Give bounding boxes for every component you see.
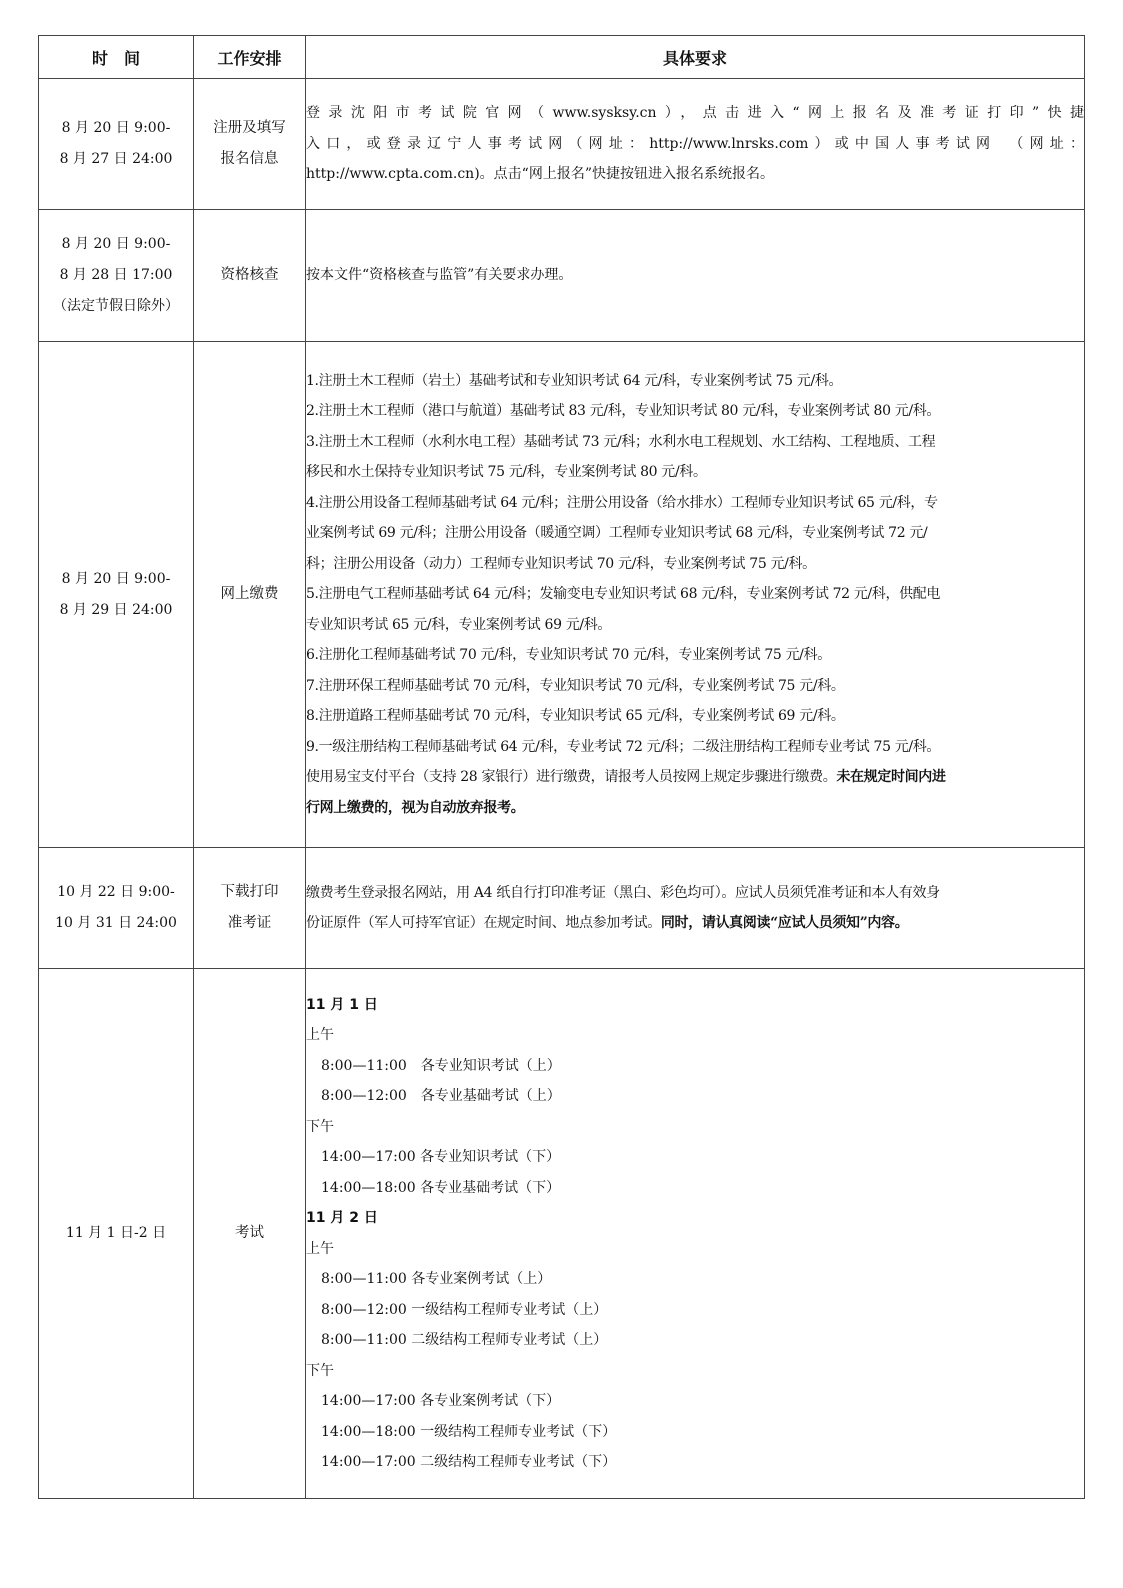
table-row-qualification [39, 210, 1085, 342]
payment-note: 使用易宝支付平台（支持 28 家银行）进行缴费，请报考人员按网上规定步骤进行缴费。 [306, 769, 837, 786]
fee-line: 专业知识考试 65 元/科，专业案例考试 69 元/科。 [306, 616, 612, 633]
exam-slot: 14:00—17:00 各专业知识考试（下） [321, 1149, 561, 1165]
header-row [39, 36, 1085, 79]
table-row-registration [39, 79, 1085, 210]
exam-slot: 14:00—18:00 各专业基础考试（下） [321, 1179, 561, 1196]
time-line: 8 月 29 日 24:00 [59, 601, 173, 618]
task-cell [194, 969, 306, 1499]
time-line: 8 月 20 日 9:00- [61, 120, 171, 136]
fee-line: 科；注册公用设备（动力）工程师专业知识考试 70 元/科，专业案例考试 75 元/科。 [306, 555, 816, 572]
task-cell [194, 79, 306, 210]
fee-line: 1.注册土木工程师（岩土）基础考试和专业知识考试 64 元/科，专业案例考试 75 元/科。 [306, 372, 843, 389]
session-label: 下午 [306, 1118, 334, 1135]
requirement-line [306, 908, 1084, 939]
time-line: 11 月 1 日-2 日 [65, 1225, 167, 1241]
session-label: 上午 [306, 1027, 334, 1043]
task-cell [194, 210, 306, 342]
time-cell [39, 848, 194, 969]
task-line: 注册及填写 [213, 120, 286, 136]
requirements-cell [306, 342, 1085, 848]
task-line: 准考证 [227, 915, 272, 931]
day-title: 11 月 2 日 [306, 1210, 378, 1226]
fee-line: 7.注册环保工程师基础考试 70 元/科，专业知识考试 70 元/科，专业案例考试 75 元/科。 [306, 677, 845, 694]
time-line: 10 月 31 日 24:00 [55, 915, 177, 931]
task-cell [194, 342, 306, 848]
requirement-line: 缴费考生登录报名网站，用 A4 纸自行打印准考证（黑白、彩色均可）。应试人员须凭准考证和本人有效身 [306, 884, 940, 901]
requirement-line: http://www.cpta.com.cn)。点击“网上报名”快捷按钮进入报名系统报名。 [306, 166, 774, 183]
requirement-line: 按本文件“资格核查与监管”有关要求办理。 [306, 267, 573, 284]
header-requirements: 具体要求 [306, 36, 1085, 79]
requirement-line: 登录沈阳市考试院官网（www.sysksy.cn），点击进入“网上报名及准考证打印”快捷 [306, 105, 1084, 122]
requirements-cell [306, 79, 1085, 210]
table-row-payment [39, 342, 1085, 848]
exam-slot: 8:00—11:00 二级结构工程师专业考试（上） [321, 1332, 608, 1348]
time-cell [39, 79, 194, 210]
requirement-line: 入口，或登录辽宁人事考试网（网址：http://www.lnrsks.com）或中国人事考试网 （网址： [306, 135, 1084, 152]
requirement-emphasis: 同时，请认真阅读“应试人员须知”内容。 [660, 915, 909, 931]
exam-slot: 8:00—11:00 各专业案例考试（上） [321, 1271, 552, 1287]
schedule-table [38, 35, 1085, 1499]
requirements-cell [306, 848, 1085, 969]
table-row-exam [39, 969, 1085, 1499]
time-line: 8 月 28 日 17:00 [59, 267, 173, 283]
fee-line: 8.注册道路工程师基础考试 70 元/科，专业知识考试 65 元/科，专业案例考试 69 元/科。 [306, 708, 845, 725]
exam-schedule-cell [306, 969, 1085, 1499]
payment-warning-cont: 行网上缴费的，视为自动放弃报考。 [306, 799, 525, 816]
task-cell [194, 848, 306, 969]
session-label: 上午 [306, 1240, 334, 1257]
task-line: 下载打印 [220, 884, 279, 900]
time-line: 8 月 20 日 9:00- [61, 570, 171, 587]
fee-line: 3.注册土木工程师（水利水电工程）基础考试 73 元/科；水利水电工程规划、水工结构、工程地质、工程 [306, 433, 936, 450]
session-label: 下午 [306, 1362, 334, 1379]
exam-slot: 8:00—12:00 一级结构工程师专业考试（上） [321, 1301, 608, 1318]
payment-note-line [306, 762, 1084, 793]
time-line: 8 月 27 日 24:00 [59, 151, 173, 167]
fee-line: 4.注册公用设备工程师基础考试 64 元/科；注册公用设备（给水排水）工程师专业知识考试 65 元/科，专 [306, 494, 938, 511]
table-row-admission-ticket [39, 848, 1085, 969]
time-line: （法定节假日除外） [53, 298, 179, 314]
fee-line: 5.注册电气工程师基础考试 64 元/科；发输变电专业知识考试 68 元/科，专业案例考试 72 元/科，供配电 [306, 586, 941, 603]
exam-slot: 14:00—18:00 一级结构工程师专业考试（下） [321, 1423, 617, 1440]
fee-line: 6.注册化工程师基础考试 70 元/科，专业知识考试 70 元/科，专业案例考试 75 元/科。 [306, 647, 831, 664]
task-line: 考试 [235, 1225, 264, 1241]
header-time: 时 间 [39, 36, 194, 79]
header-task: 工作安排 [194, 36, 306, 79]
time-cell [39, 342, 194, 848]
exam-slot: 14:00—17:00 二级结构工程师专业考试（下） [321, 1454, 617, 1470]
day-title: 11 月 1 日 [306, 996, 378, 1013]
task-line: 报名信息 [220, 151, 279, 167]
time-cell [39, 210, 194, 342]
requirements-cell [306, 210, 1085, 342]
requirement-text: 份证原件（军人可持军官证）在规定时间、地点参加考试。 [306, 915, 661, 931]
time-line: 8 月 20 日 9:00- [61, 236, 171, 252]
task-line: 资格核查 [220, 267, 279, 283]
fee-line: 2.注册土木工程师（港口与航道）基础考试 83 元/科，专业知识考试 80 元/科，专业案例考试 80 元/科。 [306, 403, 941, 420]
task-line: 网上缴费 [220, 586, 279, 602]
fee-line: 移民和水土保持专业知识考试 75 元/科，专业案例考试 80 元/科。 [306, 464, 707, 481]
payment-warning: 未在规定时间内进 [836, 769, 946, 786]
fee-line: 业案例考试 69 元/科；注册公用设备（暖通空调）工程师专业知识考试 68 元/科，专业案例考试 72 元/ [306, 525, 928, 542]
exam-slot: 8:00—12:00 各专业基础考试（上） [321, 1088, 561, 1104]
time-cell [39, 969, 194, 1499]
exam-slot: 8:00—11:00 各专业知识考试（上） [321, 1057, 561, 1074]
exam-slot: 14:00—17:00 各专业案例考试（下） [321, 1393, 561, 1409]
fee-line: 9.一级注册结构工程师基础考试 64 元/科，专业考试 72 元/科；二级注册结构工程师专业考试 75 元/科。 [306, 738, 941, 755]
time-line: 10 月 22 日 9:00- [57, 884, 175, 900]
